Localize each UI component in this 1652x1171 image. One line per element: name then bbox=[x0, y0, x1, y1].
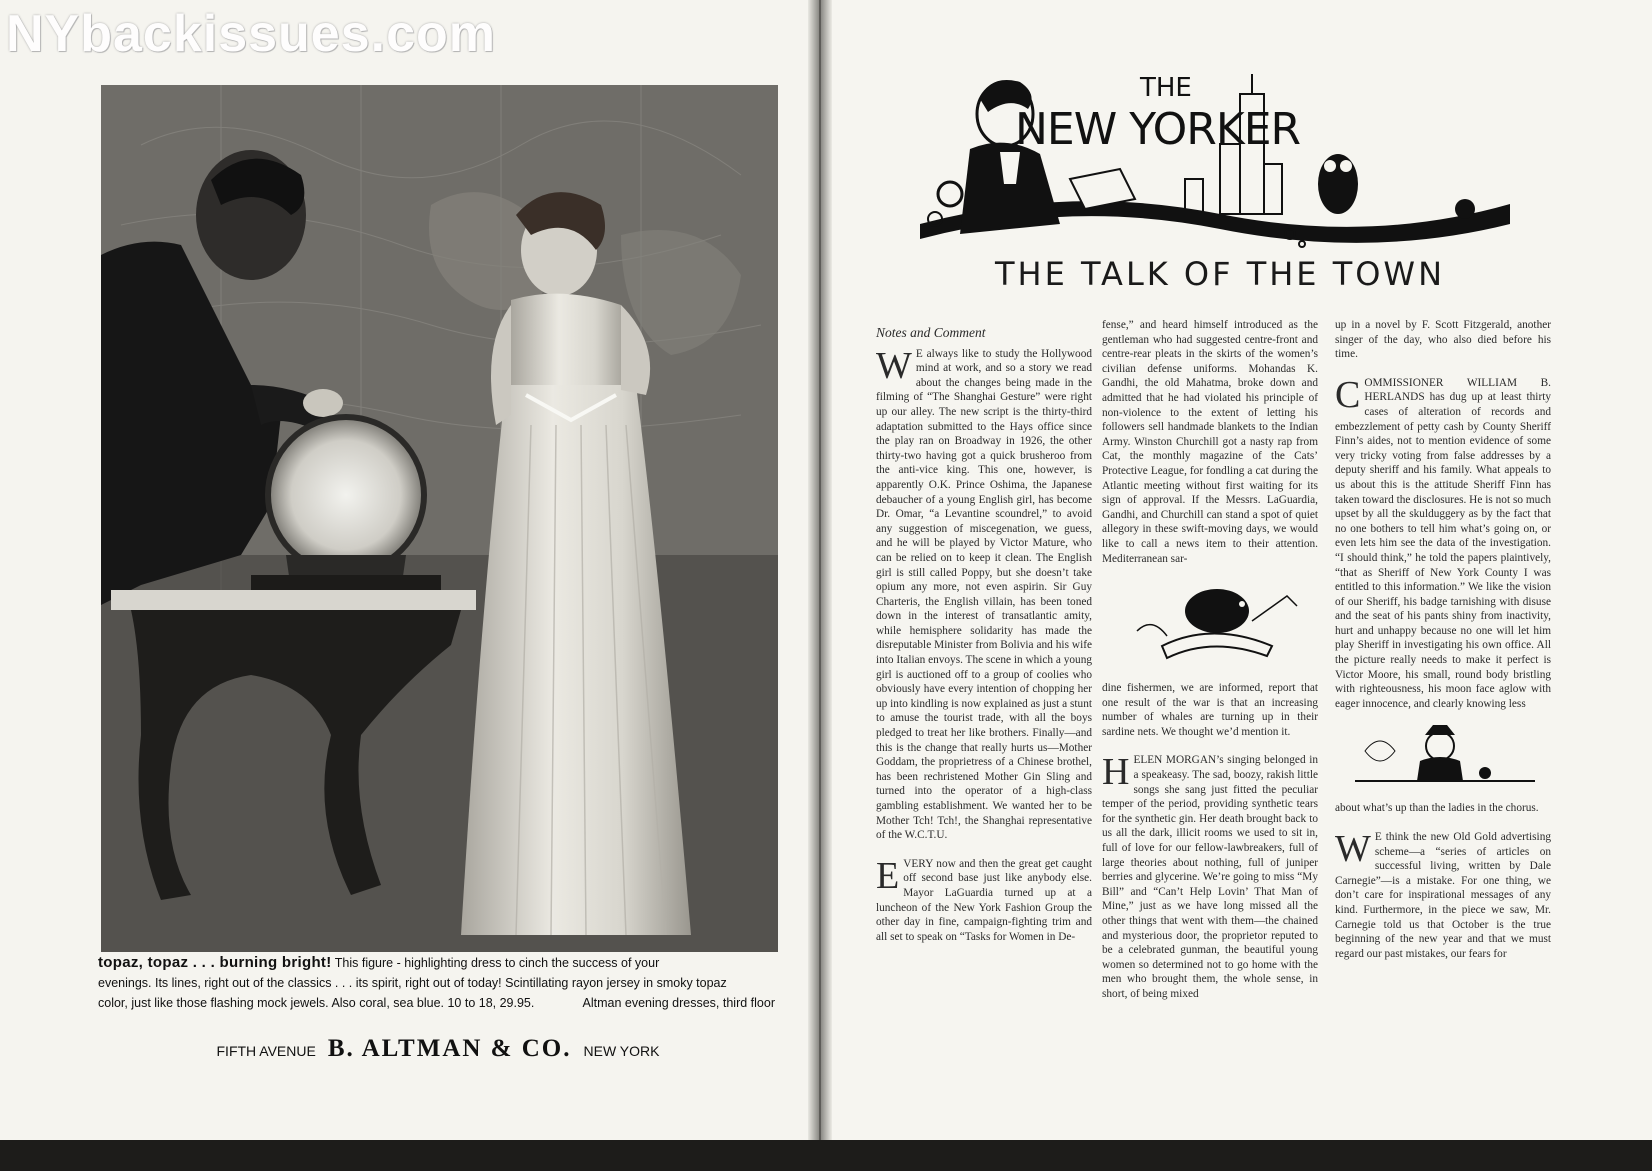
ad-signature bbox=[98, 1035, 778, 1063]
paragraph-text: E think the new Old Gold advertising scheme—a “series of articles on successful living, written by Dale Carnegie”—is a mistake. For one thing, we don’t care for inspirational messages of any kind. Furthermore, in the piece we saw, Mr. Carnegie told us that October is the true beginning of the new year and that we must regard our past mistakes, our fears for bbox=[1335, 831, 1551, 960]
paragraph-text: about what’s up than the ladies in the chorus. bbox=[1335, 802, 1539, 815]
paragraph-text: up in a novel by F. Scott Fitzgerald, another singer of the day, who also died before his time. bbox=[1335, 319, 1551, 361]
notes-and-comment-heading: Notes and Comment bbox=[876, 325, 986, 340]
ad-body-line1: This figure - highlighting dress to cinch the success of your bbox=[334, 956, 660, 970]
drop-cap: H bbox=[1102, 751, 1130, 794]
paragraph bbox=[1335, 830, 1551, 961]
sheriff-cartoon-illustration bbox=[1335, 721, 1551, 791]
drop-cap: W bbox=[1335, 828, 1371, 871]
advertisement-photo bbox=[101, 85, 778, 952]
masthead-title: NEW YORKER bbox=[1015, 104, 1301, 155]
paragraph-text: fense,” and heard himself introduced as the gentleman who had suggested centre-front and centre-rear pleats in the skirts of the women’s civilian defense uniforms. Mohandas K. Gandhi, the old Mahatma, broke down and admitted that he had violated his principle of non-violence to the extent of letting his followers sell handmade blankets to the Indian Army. Winston Churchill got a nasty rap from Cat, the monthly magazine of the Cats’ Protective League, for fondling a cat during the Atlantic meeting without first waiting for its sign of approval. If the Messrs. LaGuardia, Gandhi, and Churchill can stand a spot of quiet allegory in these swift-moving days, we would like to call a news item to their attention. Mediterranean sar- bbox=[1102, 319, 1318, 565]
sig-right: NEW YORK bbox=[583, 1043, 660, 1059]
paragraph-text: OMMISSIONER WILLIAM B. HERLANDS has dug up at least thirty cases of alteration of records and embezzlement of petty cash by County Sheriff Finn’s aides, not to mention evidence of some very tricky voting from false addresses by a deputy sheriff and his family. What appeals to us about this is the attitude Sheriff Finn has taken toward the disclosures. He is not so much upset by all the skulduggery as by the fact that no one bothers to tell him what’s going on, or even lets him see the data of the investigation. “I should think,” he told the papers plaintively, “that as Sheriff of New York County I was entitled to this information.” We like the vision of our Sheriff, his badge tarnishing with disuse and the seat of his pants shiny from inactivity, hurt and unhappy because no one will let him play Sheriff in investigating his own office. All the picture really needs to make it perfect is Victor Moore, his small, round body bristling with righteousness, his moon face aglow with eager innocence, and clearly knowing less bbox=[1335, 376, 1551, 710]
paragraph-text: E always like to study the Hollywood mind at work, and so a story we read about the changes being made in the filming of “The Shanghai Gesture” were right up our alley. The new script is the thirty-third adaptation submitted to the Hays office since the play ran on Broadway in 1926, the other thirty-two having got a quick brusheroo from the anti-vice king. This one, however, is apparently O.K. Prince Oshima, the Japanese debaucher of a young English girl, has become Dr. Omar, “a Levantine scoundrel,” to avoid any suggestion of miscegenation, we guess, and he will be played by Victor Mature, who can be relied on to keep it clean. The English girl is still called Poppy, but she doesn’t take opium any more, not even aspirin. Sir Guy Charteris, the English villain, has been toned down in the interest of transatlantic amity, while hemisphere solidarity has made the disreputable Minister from Bolivia and his wife into Italian envoys. The scene in which a young girl is auctioned off to a group of coolies who obviously have every intention of chopping her up into kindling is now explained as just a stunt to amuse the tourist trade, with all the boys pledged to treat her like brothers. Finally—and this is the change that really hurts us—Mother Goddam, the proprietress of a Chinese brothel, has been rechristened Mother Gin Sling and turned into the operator of a high-class gambling establishment. We wanted her to be Mother Tch! Tch!, the Shanghai representative of the W.C.T.U. bbox=[876, 347, 1092, 842]
column-1 bbox=[876, 326, 1092, 944]
ad-caption bbox=[98, 953, 775, 1013]
drop-cap: C bbox=[1335, 373, 1361, 416]
masthead-the: THE bbox=[1140, 74, 1192, 103]
ad-store-dept: Altman evening dresses, third floor bbox=[582, 996, 775, 1010]
paragraph bbox=[876, 344, 1092, 843]
drop-cap: E bbox=[876, 854, 900, 897]
drop-cap: W bbox=[876, 344, 912, 387]
ad-body-line3: color, just like those flashing mock jewels. Also coral, sea blue. 10 to 18, 29.95. bbox=[98, 996, 535, 1010]
ad-headline: topaz, topaz . . . burning bright! bbox=[98, 954, 332, 971]
bottom-edge bbox=[0, 1140, 1652, 1171]
whale-cartoon-illustration bbox=[1102, 576, 1318, 671]
paragraph bbox=[1335, 373, 1551, 712]
section-title: THE TALK OF THE TOWN bbox=[994, 255, 1445, 293]
ad-body-line2: evenings. Its lines, right out of the classics . . . its spirit, right out of today! Scintillating rayon jersey in smoky topaz bbox=[98, 976, 727, 990]
sig-left: FIFTH AVENUE bbox=[216, 1043, 316, 1059]
column-3 bbox=[1335, 318, 1551, 961]
column-2 bbox=[1102, 318, 1318, 1002]
new-yorker-masthead bbox=[920, 74, 1510, 254]
paragraph bbox=[1102, 753, 1318, 1001]
watermark: NYbackissues.com bbox=[6, 5, 497, 63]
photo-illustration bbox=[101, 85, 778, 952]
paragraph bbox=[876, 854, 1092, 945]
paragraph-text: dine fishermen, we are informed, report that one result of the war is that an increasing number of whales are turning up in their sardine nets. We thought we’d mention it. bbox=[1102, 682, 1318, 738]
gutter bbox=[808, 0, 832, 1140]
paragraph-text: VERY now and then the great get caught off second base just like anybody else. Mayor LaGuardia turned up at a luncheon of the New York Fashion Group the other day in fine, campaign-fighting trim and all set to speak on “Tasks for Women in De- bbox=[876, 857, 1092, 943]
paragraph-text: ELEN MORGAN’s singing belonged in a speakeasy. The sad, boozy, rakish little songs she sang just fitted the peculiar temper of the period, providing synthetic tears for the synthetic gin. Her death brought back to us all the dark, illicit rooms we used to sit in, full of love for our fellow-lawbreakers, full of large theories about nothing, full of juniper berries and glycerine. We’re going to miss “My Bill” and “Can’t Help Lovin’ That Man of Mine,” just as we have long missed all the other things that went with them—the chained and mysterious door, the proprietor reputed to be a celebrated gunman, the beautiful young women so determined not to go home with the men who brought them, the whole sense, in short, of being mixed bbox=[1102, 754, 1318, 1000]
sig-brand: B. ALTMAN & CO. bbox=[327, 1035, 572, 1062]
